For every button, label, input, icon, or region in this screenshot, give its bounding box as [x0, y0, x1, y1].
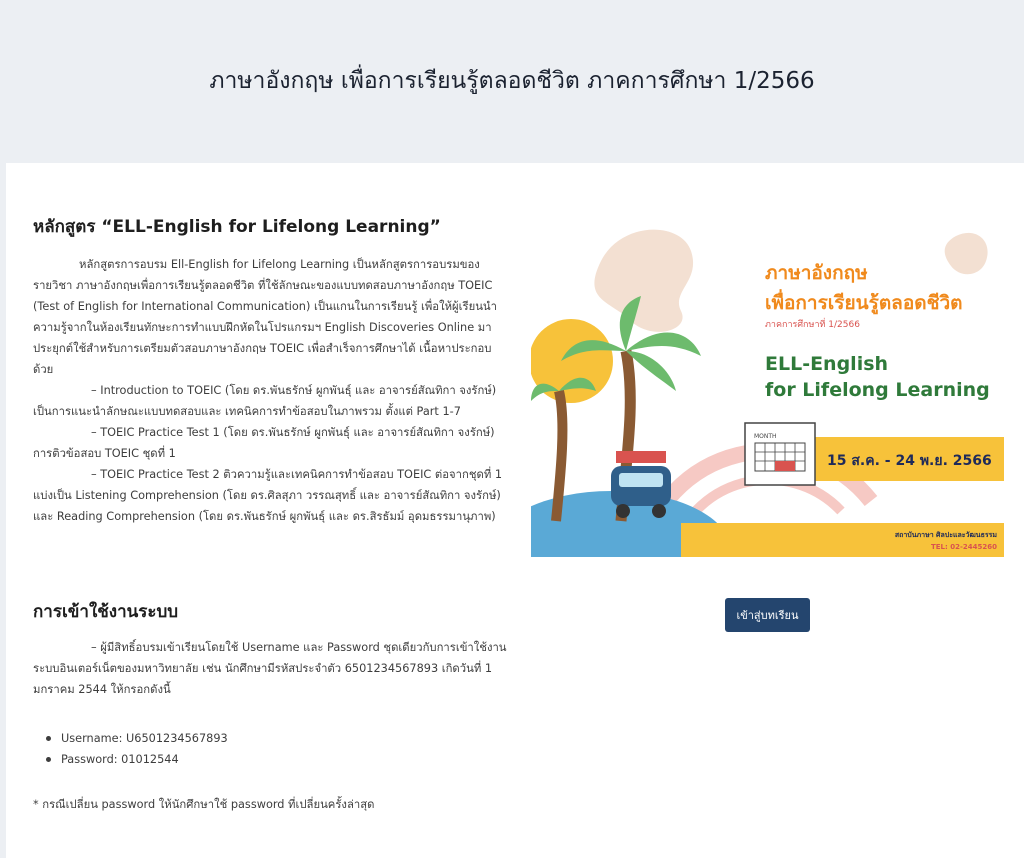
- access-section: [33, 598, 511, 815]
- page-header: [0, 0, 1024, 163]
- banner-title-line2: เพื่อการเรียนรู้ตลอดชีวิต: [765, 292, 963, 314]
- org-band: [681, 523, 1004, 557]
- enter-lesson-button[interactable]: เข้าสู่บทเรียน: [725, 598, 810, 632]
- username-example: Username: U6501234567893: [61, 732, 228, 745]
- banner-dates: 15 ส.ค. - 24 พ.ย. 2566: [827, 453, 992, 469]
- calendar-icon: [745, 423, 815, 485]
- banner-tel: TEL: 02-2445260: [931, 543, 997, 551]
- banner-org: สถาบันภาษา ศิลปะและวัฒนธรรม: [894, 531, 997, 539]
- course-item: – TOEIC Practice Test 1 (โดย ดร.พันธรักษ์ ผูกพันธุ์ และ อาจารย์สัณทิกา จงรักษ์) การติวข้อสอบ TOEIC ชุดที่ 1: [33, 426, 495, 460]
- banner-term: ภาคการศึกษาที่ 1/2566: [765, 320, 860, 330]
- page-title: ภาษาอังกฤษ เพื่อการเรียนรู้ตลอดชีวิต ภาคการศึกษา 1/2566: [209, 67, 815, 94]
- content-panel: [6, 163, 1024, 858]
- password-note: * กรณีเปลี่ยน password ให้นักศึกษาใช้ password ที่เปลี่ยนครั้งล่าสุด: [33, 798, 375, 811]
- bullet-icon: [46, 757, 51, 762]
- course-intro: หลักสูตรการอบรม Ell-English for Lifelong Learning เป็นหลักสูตรการอบรมของรายวิชา ภาษาอังกฤษเพื่อการเรียนรู้ตลอดชีวิต ที่ใช้ลักษณะของแบบทดสอบภาษาอังกฤษ TOEIC (Test of English for International Communication) เป็นแกนในการเรียนรู้ เพื่อให้ผู้เรียนนำความรู้จากในห้องเรียนทักษะการทำแบบฝึกหัดในโปรแกรมฯ English Discoveries Online มาประยุกต์ใช้สำหรับการเตรียมตัวสอบภาษาอังกฤษ TOEIC เพื่อสำเร็จการศึกษาได้ เนื้อหาประกอบด้วย: [33, 258, 497, 376]
- access-description: – ผู้มีสิทธิ์อบรมเข้าเรียนโดยใช้ Username และ Password ชุดเดียวกับการเข้าใช้งานระบบอินเตอร์เน็ตของมหาวิทยาลัย เช่น นักศึกษามีรหัสประจำตัว 6501234567893 เกิดวันที่ 1 มกราคม 2544 ให้กรอกดังนี้: [33, 641, 507, 696]
- list-item: [46, 749, 511, 770]
- access-heading: การเข้าใช้งานระบบ: [33, 602, 179, 622]
- banner-illustration: [531, 221, 1004, 557]
- banner-title-line1: ภาษาอังกฤษ: [765, 262, 868, 284]
- course-heading: หลักสูตร “ELL-English for Lifelong Learning”: [33, 217, 441, 237]
- calendar-month: MONTH: [754, 433, 777, 440]
- banner-ell-line1: ELL-English: [765, 353, 889, 375]
- password-example: Password: 01012544: [61, 753, 179, 766]
- credentials-list: [46, 728, 511, 770]
- course-item: – Introduction to TOEIC (โดย ดร.พันธรักษ์ ผูกพันธุ์ และ อาจารย์สัณทิกา จงรักษ์) เป็นการแนะนำลักษณะแบบทดสอบและ เทคนิคการทำข้อสอบในภาพรวม ตั้งแต่ Part 1-7: [33, 384, 497, 418]
- banner-ell-line2: for Lifelong Learning: [765, 379, 990, 401]
- bullet-icon: [46, 736, 51, 741]
- course-item: – TOEIC Practice Test 2 ติวความรู้และเทคนิคการทำข้อสอบ TOEIC ต่อจากชุดที่ 1 แบ่งเป็น Listening Comprehension (โดย ดร.ศิลสุภา วรรณสุทธิ์ และ อาจารย์สัณทิกา จงรักษ์) และ Reading Comprehension (โดย ดร.พันธรักษ์ ผูกพันธุ์ และ ดร.สิรธัมม์ อุดมธรรมานุภาพ): [33, 468, 503, 523]
- course-banner: [531, 221, 1004, 557]
- list-item: [46, 728, 511, 749]
- course-section: [33, 213, 511, 527]
- palm-tree-icon: [556, 391, 562, 521]
